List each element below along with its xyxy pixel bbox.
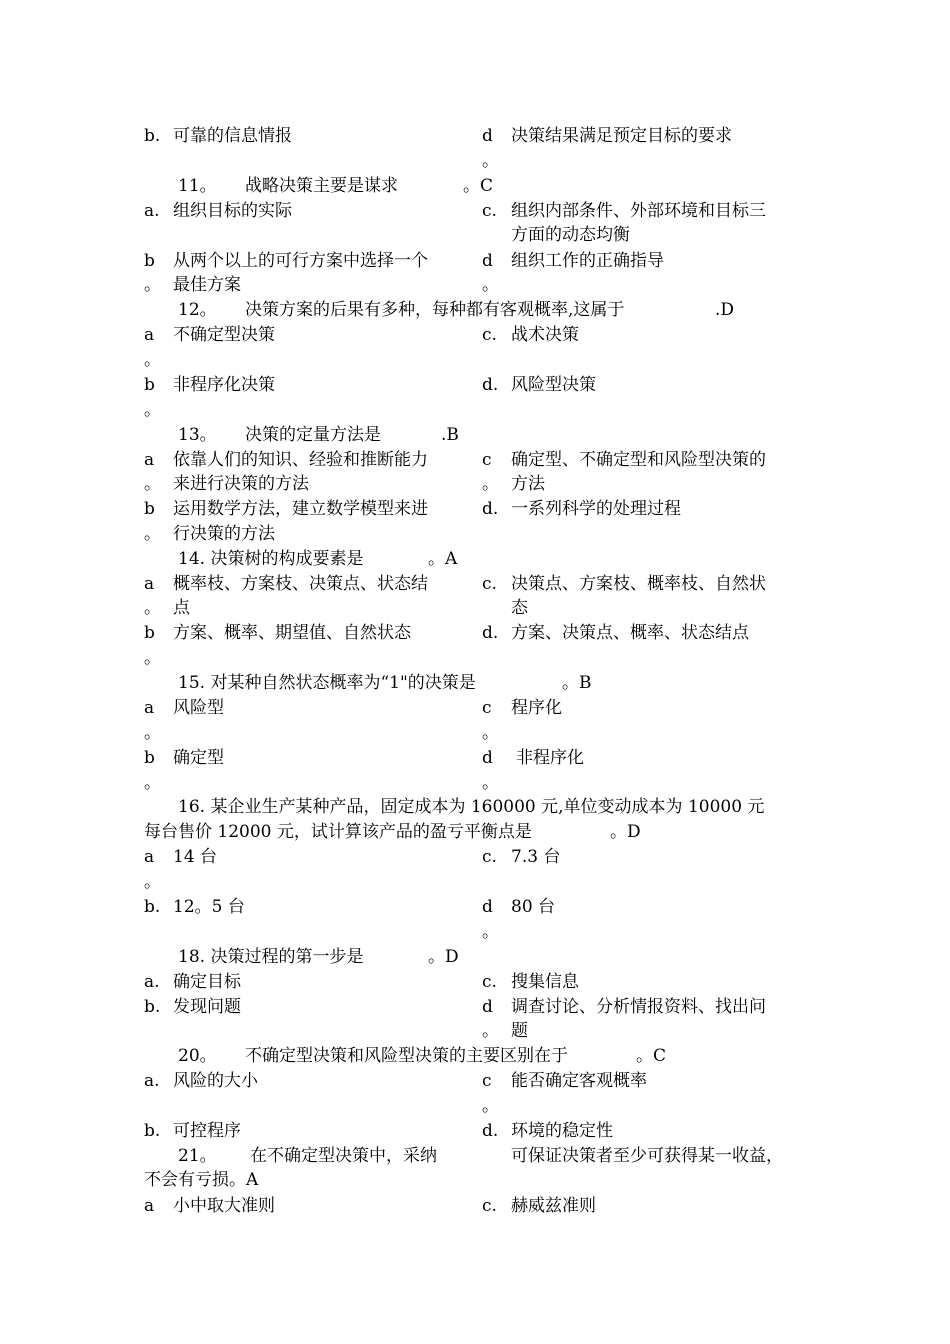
text-line: 非程序化决策 <box>173 375 275 395</box>
text-line: d. <box>482 1121 499 1141</box>
text-line: 一系列科学的处理过程 <box>511 499 681 519</box>
text-line: b <box>144 748 155 768</box>
text-line: 方案、决策点、概率、状态结点 <box>511 623 749 643</box>
text-line: 战术决策 <box>511 325 579 345</box>
text-line: 程序化 <box>511 698 562 718</box>
text-line: 。 <box>144 773 161 793</box>
text-line: d. <box>482 623 499 643</box>
text-line: b. <box>144 997 161 1017</box>
text-line: 确定型 <box>173 748 224 768</box>
text-line: c <box>482 450 492 470</box>
text-line: a <box>144 574 155 594</box>
text-line: 非程序化 <box>516 748 584 768</box>
text-line: 20。 <box>178 1046 217 1066</box>
text-line: 。C <box>636 1046 667 1066</box>
text-line: 21。 <box>178 1146 217 1166</box>
text-line: a. <box>144 201 160 221</box>
text-line: a. <box>144 972 160 992</box>
text-line: a <box>144 1196 155 1216</box>
text-line: 。D <box>428 947 459 967</box>
text-line: 。 <box>482 723 499 743</box>
text-line: d <box>482 897 493 917</box>
text-line: 从两个以上的可行方案中选择一个 <box>173 251 428 271</box>
text-line: 不确定型决策 <box>173 325 275 345</box>
text-line: 依靠人们的知识、经验和推断能力 <box>173 450 428 470</box>
text-line: b. <box>144 126 161 146</box>
text-line: a <box>144 325 155 345</box>
text-line: 搜集信息 <box>511 972 579 992</box>
text-line: 决策的定量方法是 <box>245 425 381 445</box>
text-line: 调查讨论、分析情报资料、找出问 <box>511 997 766 1017</box>
text-line: 可靠的信息情报 <box>173 126 292 146</box>
text-line: d <box>482 997 493 1017</box>
text-line: 最佳方案 <box>173 275 241 295</box>
text-line: 决策点、方案枝、概率枝、自然状 <box>511 574 766 594</box>
text-line: 可控程序 <box>173 1121 241 1141</box>
text-line: c. <box>482 1196 497 1216</box>
text-line: .D <box>715 300 735 320</box>
text-line: 。D <box>610 822 641 842</box>
text-line: 不确定型决策和风险型决策的主要区别在于 <box>245 1046 568 1066</box>
text-line: b <box>144 623 155 643</box>
text-line: 11。 <box>178 176 217 196</box>
text-line: b <box>144 375 155 395</box>
text-line: 战略决策主要是谋求 <box>245 176 398 196</box>
text-line: d <box>482 748 493 768</box>
text-line: 运用数学方法，建立数学模型来进 <box>173 499 428 519</box>
text-line: a. <box>144 1071 160 1091</box>
text-line: 7.3 台 <box>511 847 561 867</box>
text-line: 。 <box>482 275 499 295</box>
text-line: 14 台 <box>173 847 218 867</box>
text-line: 。 <box>144 400 161 420</box>
text-line: 80 台 <box>511 897 556 917</box>
text-line: d. <box>482 499 499 519</box>
text-line: 。 <box>144 524 161 544</box>
text-line: 。C <box>463 176 494 196</box>
text-line: 决策方案的后果有多种，每种都有客观概率,这属于 <box>245 300 625 320</box>
text-line: c. <box>482 574 497 594</box>
text-line: 。 <box>144 350 161 370</box>
text-line: 。 <box>482 773 499 793</box>
text-line: 概率枝、方案枝、决策点、状态结 <box>173 574 428 594</box>
text-line: c. <box>482 201 497 221</box>
text-line: 赫威兹准则 <box>511 1196 596 1216</box>
text-line: d <box>482 251 493 271</box>
text-line: 。 <box>144 474 161 494</box>
text-line: 16. 某企业生产某种产品，固定成本为 160000 元,单位变动成本为 10000 元 <box>178 797 765 817</box>
text-line: 。 <box>482 922 499 942</box>
text-line: 。 <box>144 723 161 743</box>
text-line: c <box>482 698 492 718</box>
text-line: b <box>144 251 155 271</box>
text-line: 15. 对某种自然状态概率为“1"的决策是 <box>178 673 476 693</box>
text-line: 。 <box>144 598 161 618</box>
text-line: b. <box>144 1121 161 1141</box>
text-line: 行决策的方法 <box>173 524 275 544</box>
text-line: 组织工作的正确指导 <box>511 251 664 271</box>
text-line: d <box>482 126 493 146</box>
text-line: 题 <box>511 1021 528 1041</box>
text-line: 来进行决策的方法 <box>173 474 309 494</box>
text-line: c. <box>482 325 497 345</box>
text-line: 确定目标 <box>173 972 241 992</box>
text-line: a <box>144 698 155 718</box>
text-line: 确定型、不确定型和风险型决策的 <box>511 450 766 470</box>
text-line: 决策结果满足预定目标的要求 <box>511 126 732 146</box>
text-line: .B <box>441 425 459 445</box>
text-line: 12。 <box>178 300 217 320</box>
text-line: 。A <box>428 549 458 569</box>
text-line: 方法 <box>511 474 545 494</box>
text-line: 。 <box>482 474 499 494</box>
text-line: 组织目标的实际 <box>173 201 292 221</box>
text-line: 小中取大准则 <box>173 1196 275 1216</box>
text-line: b <box>144 499 155 519</box>
text-line: 。 <box>144 648 161 668</box>
text-line: 发现问题 <box>173 997 241 1017</box>
text-line: 风险型决策 <box>511 375 596 395</box>
text-line: c <box>482 1071 492 1091</box>
text-line: b. <box>144 897 161 917</box>
text-line: 组织内部条件、外部环境和目标三 <box>511 201 766 221</box>
text-line: 。 <box>144 872 161 892</box>
text-line: 13。 <box>178 425 217 445</box>
text-line: 。 <box>482 1021 499 1041</box>
text-line: 态 <box>511 598 528 618</box>
text-line: d. <box>482 375 499 395</box>
text-line: 风险的大小 <box>173 1071 258 1091</box>
text-line: 每台售价 12000 元，试计算该产品的盈亏平衡点是 <box>144 822 532 842</box>
text-line: 能否确定客观概率 <box>511 1071 647 1091</box>
text-line: 方面的动态均衡 <box>511 225 630 245</box>
text-line: 点 <box>173 598 190 618</box>
text-line: 在不确定型决策中，采纳 <box>250 1146 437 1166</box>
text-line: 。 <box>482 1096 499 1116</box>
text-line: 环境的稳定性 <box>511 1121 613 1141</box>
text-line: 18. 决策过程的第一步是 <box>178 947 364 967</box>
text-line: 14. 决策树的构成要素是 <box>178 549 364 569</box>
text-line: 12。5 台 <box>173 897 245 917</box>
text-line: c. <box>482 847 497 867</box>
text-line: 。 <box>144 275 161 295</box>
text-line: 可保证决策者至少可获得某一收益， <box>511 1146 783 1166</box>
text-line: 。 <box>482 151 499 171</box>
text-line: 风险型 <box>173 698 224 718</box>
text-line: 。B <box>562 673 592 693</box>
text-line: c. <box>482 972 497 992</box>
text-line: a <box>144 450 155 470</box>
text-line: 不会有亏损。A <box>144 1170 259 1190</box>
text-line: a <box>144 847 155 867</box>
text-line: 方案、概率、期望值、自然状态 <box>173 623 411 643</box>
